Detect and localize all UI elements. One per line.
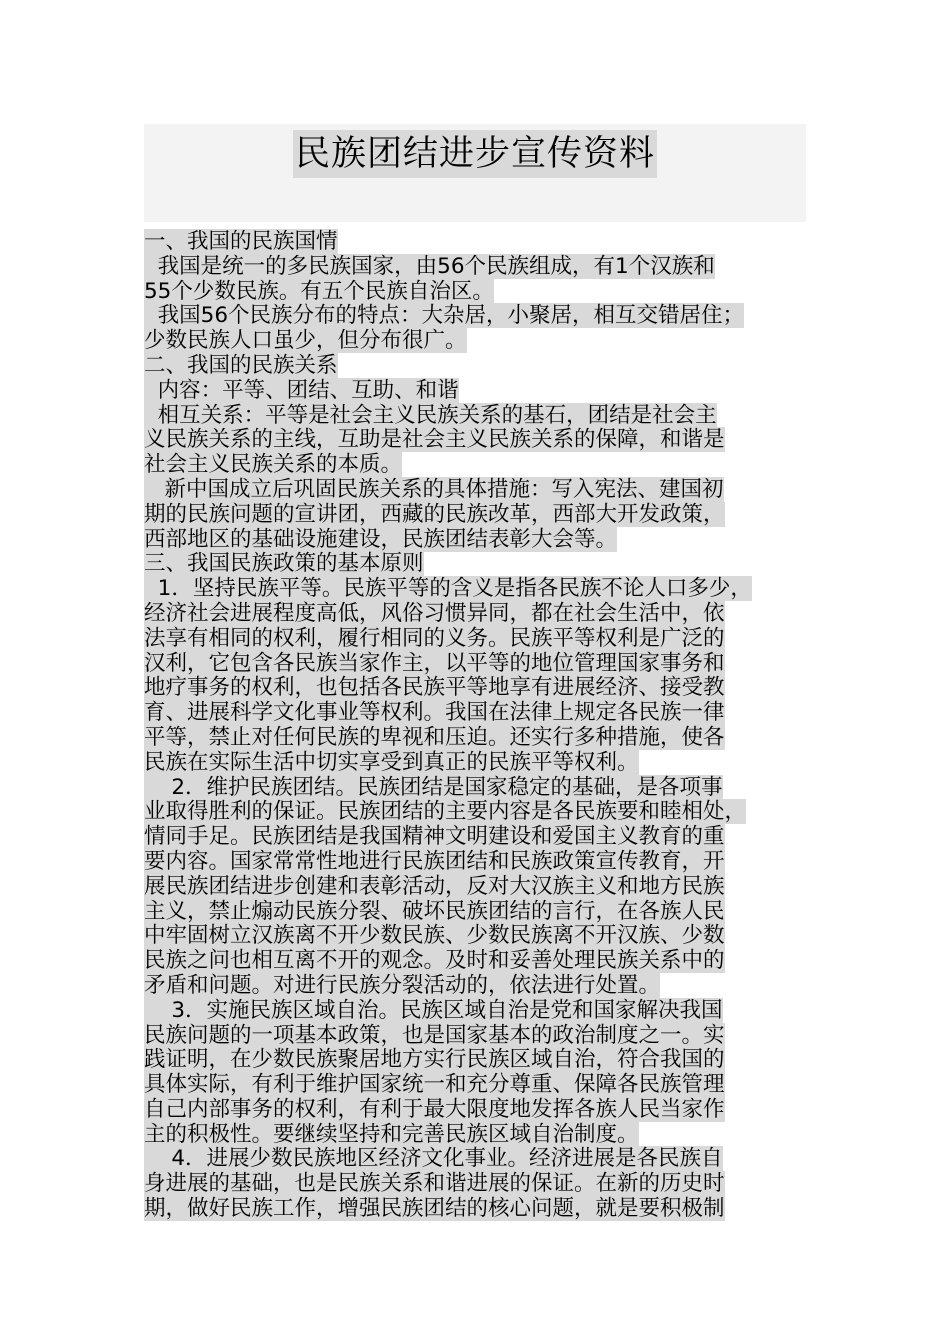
text-line [144,900,806,925]
text-line [144,974,806,999]
text-line [144,924,806,949]
text-line-content: 西部地区的基础设施建设，民族团结表彰大会等。 [144,526,618,552]
text-line-content: 中牢固树立汉族离不开少数民族、少数民族离不开汉族、少数 [144,923,725,949]
text-line-content: 主义，禁止煽动民族分裂、破坏民族团结的言行，在各族人民 [144,898,725,924]
text-line [144,1123,806,1148]
text-line [144,280,806,305]
text-line-content: 二、我国的民族关系 [144,352,338,378]
text-line [144,1197,806,1222]
text-line-content: 一、我国的民族国情 [144,229,338,254]
text-line-content: 自己内部事务的权利，有利于最大限度地发挥各族人民当家作 [144,1096,725,1122]
text-line [144,304,806,329]
text-line-content: 2．维护民族团结。民族团结是国家稳定的基础，是各项事 [144,774,723,800]
text-line [144,1048,806,1073]
text-line-content: 内容：平等、团结、互助、和谐 [144,377,459,403]
text-line-content: 主的积极性。要继续坚持和完善民族区域自治制度。 [144,1121,639,1147]
text-line [144,751,806,776]
text-line [144,255,806,280]
text-line [144,503,806,528]
text-line [144,602,806,627]
text-line [144,949,806,974]
text-line-content: 践证明，在少数民族聚居地方实行民族区域自治，符合我国的 [144,1047,725,1073]
text-line-content: 身进展的基础，也是民族关系和谐进展的保证。在新的历史时 [144,1171,725,1197]
text-line-content: 经济社会进展程度高低，风俗习惯异同，都在社会生活中，依 [144,600,725,626]
text-line [144,726,806,751]
text-line-content: 民族问题的一项基本政策，也是国家基本的政治制度之一。实 [144,1022,725,1048]
text-line-content: 情同手足。民族团结是我国精神文明建设和爱国主义教育的重 [144,824,725,850]
text-line-content: 要内容。国家常常性地进行民族团结和民族政策宣传教育，开 [144,848,725,874]
text-line [144,1073,806,1098]
text-line [144,1172,806,1197]
text-line [144,528,806,553]
text-line-content: 社会主义民族关系的本质。 [144,452,403,478]
text-line [144,577,806,602]
text-line-content: 民族之问也相互离不开的观念。及时和妥善处理民族关系中的 [144,948,725,974]
text-line [144,354,806,379]
text-line-content: 新中国成立后巩固民族关系的具体措施：写入宪法、建国初 [144,476,724,502]
text-line-content: 我国是统一的多民族国家，由56个民族组成，有1个汉族和 [144,253,715,279]
text-line-content: 义民族关系的主线，互助是社会主义民族关系的保障，和谐是 [144,427,725,453]
text-line [144,428,806,453]
text-line-content: 民族在实际生活中切实享受到真正的民族平等权利。 [144,749,639,775]
text-line-content: 法享有相同的权利，履行相同的义务。民族平等权利是广泛的 [144,625,725,651]
text-line-content: 55个少数民族。有五个民族自治区。 [144,278,494,304]
text-line [144,404,806,429]
text-line [144,552,806,577]
text-line-content: 期，做好民族工作，增强民族团结的核心问题，就是要积极制 [144,1196,725,1222]
text-line-content: 我国56个民族分布的特点：大杂居，小聚居，相互交错居住； [144,303,745,329]
text-line [144,875,806,900]
text-line [144,999,806,1024]
text-line-content: 展民族团结进步创建和表彰活动，反对大汉族主义和地方民族 [144,873,725,899]
text-line [144,800,806,825]
text-line [144,478,806,503]
text-line [144,676,806,701]
text-line-content: 地疗事务的权利，也包括各民族平等地享有进展经济、接受教 [144,675,725,701]
text-line [144,627,806,652]
text-line-content: 期的民族问题的宣讲团，西藏的民族改革，西部大开发政策， [144,501,725,527]
text-line-content: 相互关系：平等是社会主义民族关系的基石，团结是社会主 [144,402,717,428]
text-line [144,453,806,478]
text-line-content: 少数民族人口虽少，但分布很广。 [144,328,467,354]
text-line-content: 平等，禁止对任何民族的卑视和压迫。还实行多种措施，使各 [144,724,725,750]
text-line-content: 业取得胜利的保证。民族团结的主要内容是各民族要和睦相处， [144,799,747,825]
text-line [144,1147,806,1172]
text-line [144,230,806,255]
text-line-content: 1．坚持民族平等。民族平等的含义是指各民族不论人口多少， [144,576,752,602]
text-line-content: 具体实际，有利于维护国家统一和充分尊重、保障各民族管理 [144,1072,725,1098]
document-title: 民族团结进步宣传资料 [293,130,657,178]
text-line-content: 三、我国民族政策的基本原则 [144,551,424,577]
text-line-content: 育、进展科学文化事业等权利。我国在法律上规定各民族一律 [144,700,725,726]
document-body [144,230,806,1222]
text-line-content: 汉利，它包含各民族当家作主，以平等的地位管理国家事务和 [144,650,725,676]
document-page [144,124,806,1222]
text-line [144,1024,806,1049]
text-line [144,1098,806,1123]
text-line [144,776,806,801]
text-line-content: 4．进展少数民族地区经济文化事业。经济进展是各民族自 [144,1146,723,1172]
text-line [144,329,806,354]
text-line [144,652,806,677]
text-line [144,379,806,404]
title-block [144,124,806,222]
text-line-content: 3．实施民族区域自治。民族区域自治是党和国家解决我国 [144,997,723,1023]
text-line [144,701,806,726]
text-line [144,850,806,875]
text-line-content: 矛盾和问题。对进行民族分裂活动的，依法进行处置。 [144,972,661,998]
text-line [144,825,806,850]
